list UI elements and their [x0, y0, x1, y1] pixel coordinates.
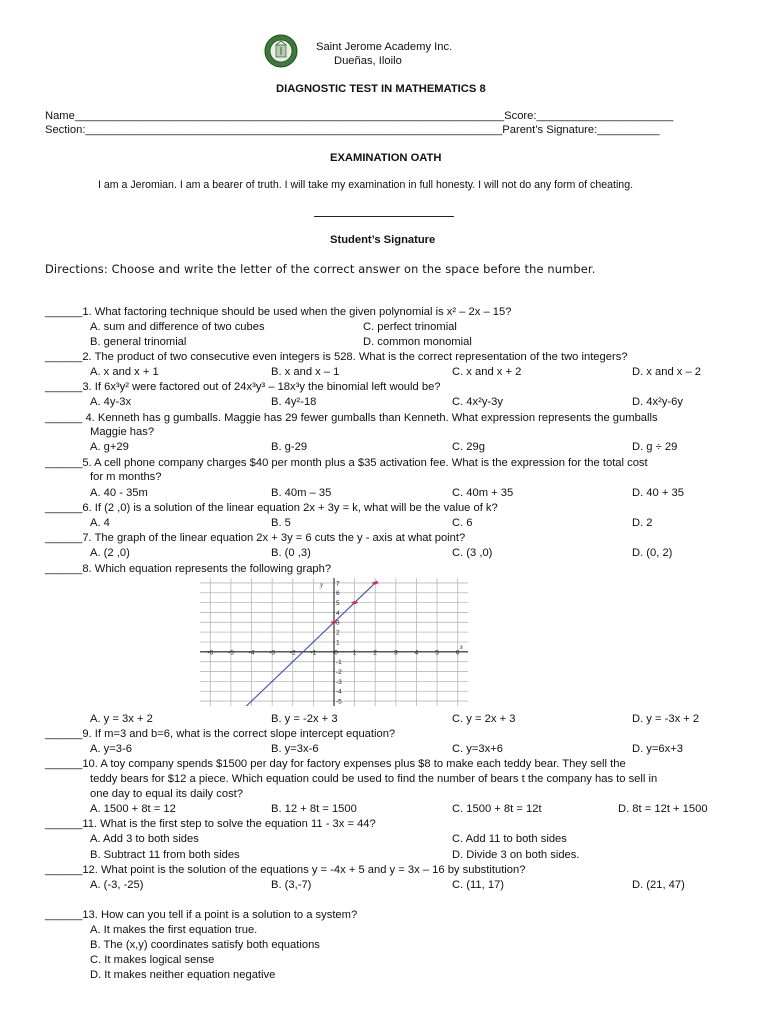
q11-option-b: B. Subtract 11 from both sides	[90, 849, 240, 861]
test-title: DIAGNOSTIC TEST IN MATHEMATICS 8	[276, 83, 486, 95]
q12-option-b: B. (3,-7)	[271, 879, 312, 891]
oath-text: I am a Jeromian. I am a bearer of truth. I will take my examination in full honesty. I will not do any form of cheating.	[98, 179, 634, 191]
question-8: ______8. Which equation represents the following graph?	[45, 563, 332, 575]
question-10-cont-2: one day to equal its daily cost?	[90, 788, 243, 800]
q11-option-d: D. Divide 3 on both sides.	[452, 849, 580, 861]
q10-option-a: A. 1500 + 8t = 12	[90, 803, 176, 815]
q5-option-b: B. 40m – 35	[271, 487, 332, 499]
q3-option-c: C. 4x²y-3y	[452, 396, 503, 408]
question-13: ______13. How can you tell if a point is a solution to a system?	[45, 909, 358, 921]
school-seal-logo	[264, 34, 298, 68]
question-12: ______12. What point is the solution of the equations y = -4x + 5 and y = 3x – 16 by substitution?	[45, 864, 526, 876]
x-tick-label: 5	[435, 649, 439, 657]
q7-option-a: A. (2 ,0)	[90, 547, 130, 559]
graph-line	[235, 581, 377, 706]
x-tick-label: -6	[207, 649, 214, 657]
signature-line	[314, 216, 454, 217]
school-name: Saint Jerome Academy Inc.	[316, 41, 453, 53]
y-tick-label: 2	[336, 629, 340, 637]
q4-option-c: C. 29g	[452, 441, 485, 453]
y-tick-label: 6	[336, 590, 340, 598]
q4-option-b: B. g-29	[271, 441, 308, 453]
q6-option-d: D. 2	[632, 517, 653, 529]
q1-option-d: D. common monomial	[363, 336, 472, 348]
q10-option-c: C. 1500 + 8t = 12t	[452, 803, 542, 815]
name-score-line: Name_____________________________________________________________________Score:______________________	[45, 110, 674, 122]
q3-option-d: D. 4x²y-6y	[632, 396, 683, 408]
q10-option-d: D. 8t = 12t + 1500	[618, 803, 708, 815]
q9-option-d: D. y=6x+3	[632, 743, 683, 755]
q8-option-a: A. y = 3x + 2	[90, 713, 153, 725]
y-tick-label: 1	[336, 639, 340, 647]
x-tick-label: -4	[248, 649, 255, 657]
q11-option-c: C. Add 11 to both sides	[452, 833, 567, 845]
signature-label: Student’s Signature	[330, 234, 436, 246]
section-signature-line: Section:___________________________________________________________________Parent’s Signature:__________	[45, 124, 660, 136]
question-6: ______6. If (2 ,0) is a solution of the linear equation 2x + 3y = k, what will be the value of k?	[45, 502, 498, 514]
x-tick-label: 1	[352, 649, 357, 657]
y-tick-label: -2	[336, 668, 342, 676]
q13-option-c: C. It makes logical sense	[90, 954, 215, 966]
q6-option-c: C. 6	[452, 517, 473, 529]
q7-option-d: D. (0, 2)	[632, 547, 673, 559]
q6-option-b: B. 5	[271, 517, 291, 529]
oath-heading: EXAMINATION OATH	[330, 152, 442, 164]
q8-option-c: C. y = 2x + 3	[452, 713, 516, 725]
x-tick-label: -2	[289, 649, 296, 657]
x-tick-label: 4	[414, 649, 419, 657]
directions: Directions: Choose and write the letter of the correct answer on the space before the number.	[45, 262, 596, 276]
school-address: Dueñas, Iloilo	[334, 55, 402, 67]
q7-option-c: C. (3 ,0)	[452, 547, 493, 559]
q5-option-c: C. 40m + 35	[452, 487, 514, 499]
q5-option-d: D. 40 + 35	[632, 487, 684, 499]
q2-option-c: C. x and x + 2	[452, 366, 522, 378]
question-5: ______5. A cell phone company charges $40 per month plus a $35 activation fee. What is the expression for the total cost	[45, 457, 648, 469]
q2-option-b: B. x and x – 1	[271, 366, 340, 378]
question-10: ______10. A toy company spends $1500 per day for factory expenses plus $8 to make each teddy bear. They sell the	[45, 758, 626, 770]
q7-option-b: B. (0 ,3)	[271, 547, 311, 559]
y-tick-label: 5	[336, 600, 340, 608]
q9-option-c: C. y=3x+6	[452, 743, 503, 755]
q2-option-a: A. x and x + 1	[90, 366, 159, 378]
question-3: ______3. If 6x³y² were factored out of 24x³y³ – 18x³y the binomial left would be?	[45, 381, 441, 393]
question-10-cont-1: teddy bears for $12 a piece. Which equation could be used to find the number of bears t the company has to sell in	[90, 773, 658, 785]
question-7: ______7. The graph of the linear equation 2x + 3y = 6 cuts the y - axis at what point?	[45, 532, 466, 544]
question-4: ______ 4. Kenneth has g gumballs. Maggie has 29 fewer gumballs than Kenneth. What expression represents the gumballs	[45, 412, 658, 424]
q1-option-b: B. general trinomial	[90, 336, 187, 348]
q11-option-a: A. Add 3 to both sides	[90, 833, 199, 845]
x-tick-label: -1	[310, 649, 317, 657]
y-tick-label: -3	[336, 678, 342, 686]
q12-option-a: A. (-3, -25)	[90, 879, 144, 891]
q2-option-d: D. x and x – 2	[632, 366, 702, 378]
q3-option-a: A. 4y-3x	[90, 396, 132, 408]
q1-option-c: C. perfect trinomial	[363, 321, 457, 333]
y-tick-label: 3	[336, 619, 340, 627]
q12-option-c: C. (11, 17)	[452, 879, 505, 891]
plotted-point	[353, 601, 356, 604]
x-tick-label: -3	[269, 649, 276, 657]
question-2: ______2. The product of two consecutive even integers is 528. What is the correct representation of the two integers?	[45, 351, 628, 363]
q6-option-a: A. 4	[90, 517, 110, 529]
q4-option-a: A. g+29	[90, 441, 129, 453]
q10-option-b: B. 12 + 8t = 1500	[271, 803, 357, 815]
x-tick-label: 0	[334, 649, 338, 657]
x-tick-label: 2	[373, 649, 378, 657]
x-axis-label: x	[459, 642, 463, 651]
y-tick-label: 4	[336, 609, 340, 617]
coordinate-graph	[200, 578, 468, 706]
question-11: ______11. What is the first step to solve the equation 11 - 3x = 44?	[45, 818, 376, 830]
q1-option-a: A. sum and difference of two cubes	[90, 321, 265, 333]
y-tick-label: 7	[336, 580, 340, 588]
q13-option-b: B. The (x,y) coordinates satisfy both equations	[90, 939, 320, 951]
x-tick-label: -5	[228, 649, 234, 657]
q8-option-b: B. y = -2x + 3	[271, 713, 338, 725]
y-tick-label: -4	[336, 688, 342, 696]
q4-option-d: D. g ÷ 29	[632, 441, 678, 453]
q13-option-a: A. It makes the first equation true.	[90, 924, 258, 936]
x-tick-label: 3	[394, 649, 398, 657]
q3-option-b: B. 4y²-18	[271, 396, 317, 408]
q9-option-b: B. y=3x-6	[271, 743, 319, 755]
plotted-point	[332, 621, 335, 624]
q9-option-a: A. y=3-6	[90, 743, 132, 755]
q5-option-a: A. 40 - 35m	[90, 487, 148, 499]
question-9: ______9. If m=3 and b=6, what is the correct slope intercept equation?	[45, 728, 396, 740]
y-tick-label: -5	[336, 698, 342, 706]
question-1: ______1. What factoring technique should be used when the given polynomial is x² – 2x – 15?	[45, 306, 512, 318]
x-tick-label: 6	[455, 649, 460, 657]
q13-option-d: D. It makes neither equation negative	[90, 969, 276, 981]
question-4-cont: Maggie has?	[90, 426, 155, 438]
q12-option-d: D. (21, 47)	[632, 879, 685, 891]
q8-option-d: D. y = -3x + 2	[632, 713, 700, 725]
y-tick-label: -1	[336, 659, 342, 667]
plotted-point	[374, 581, 377, 584]
y-axis-label: y	[320, 580, 324, 589]
question-5-cont: for m months?	[90, 471, 162, 483]
